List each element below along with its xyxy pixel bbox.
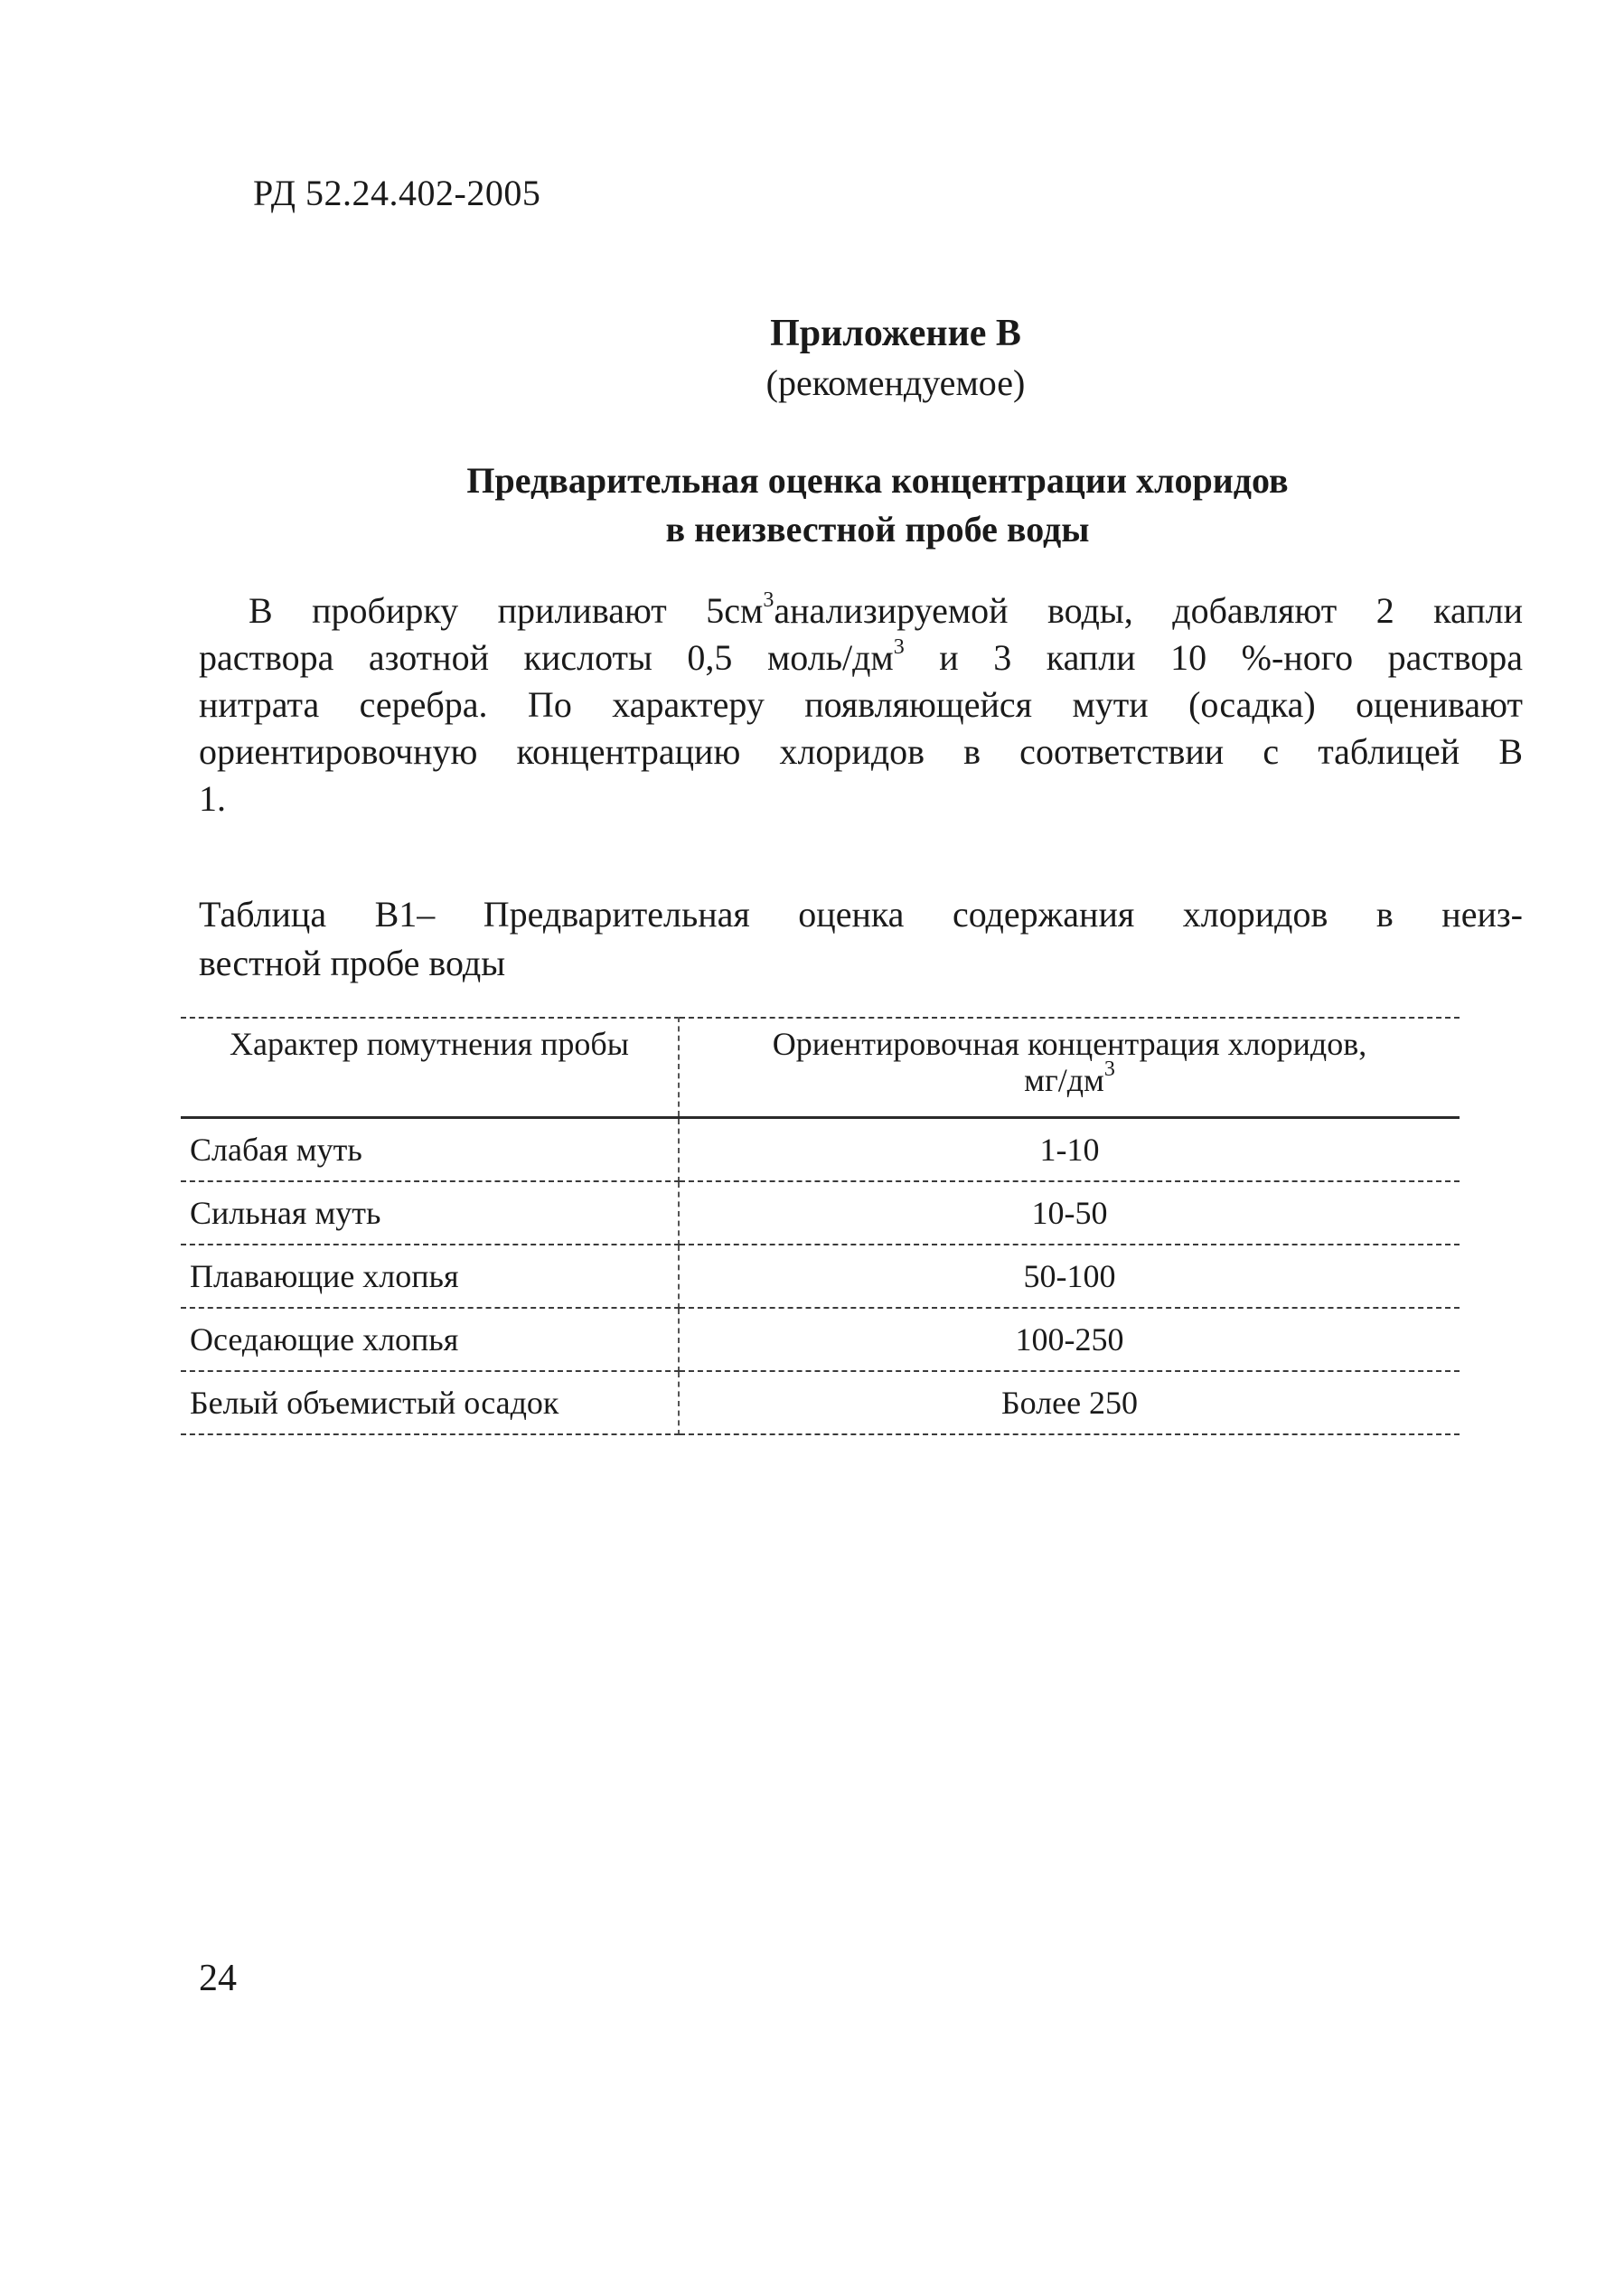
table-caption-line-1: Таблица В1– Предварительная оценка содержания хлоридов в неиз-	[199, 894, 1523, 935]
section-title-line1: Предварительная оценка концентрации хлоридов	[466, 460, 1289, 501]
table-row	[181, 1371, 1460, 1434]
header-concentration-unit-sup: 3	[1103, 1057, 1115, 1081]
cell-concentration: 100-250	[679, 1308, 1460, 1371]
cell-character: Белый объемистый осадок	[181, 1371, 679, 1434]
paragraph-line-4: ориентировочную концентрацию хлоридов в соответствии с таблицей В	[199, 731, 1523, 772]
page-number: 24	[199, 1958, 237, 1999]
section-title	[0, 456, 1624, 554]
appendix-subtitle: (рекомендуемое)	[765, 362, 1026, 403]
cell-character: Слабая муть	[181, 1118, 679, 1182]
table-row	[181, 1245, 1460, 1308]
document-code: РД 52.24.402-2005	[253, 173, 541, 213]
header-character: Характер помутнения пробы	[181, 1018, 679, 1118]
chloride-estimate-table	[181, 1017, 1460, 1435]
chloride-table	[181, 1017, 1460, 1435]
paragraph-line-3: нитрата серебра. По характеру появляющейся мути (осадка) оценивают	[199, 684, 1523, 725]
paragraph-line-2	[199, 634, 1523, 681]
body-paragraph	[199, 587, 1523, 822]
header-concentration-line1: Ориентировочная концентрация хлоридов,	[772, 1026, 1367, 1062]
cell-concentration: Более 250	[679, 1371, 1460, 1434]
paragraph-line-1-sup: 3	[763, 587, 774, 612]
table-caption	[199, 890, 1523, 988]
paragraph-line-1	[199, 587, 1523, 634]
cell-concentration: 50-100	[679, 1245, 1460, 1308]
cell-concentration: 1-10	[679, 1118, 1460, 1182]
table-caption-line-2: вестной пробе воды	[199, 943, 506, 983]
cell-concentration: 10-50	[679, 1181, 1460, 1245]
cell-character: Плавающие хлопья	[181, 1245, 679, 1308]
paragraph-line-2-a: раствора азотной кислоты 0,5 моль/дм	[199, 637, 894, 678]
appendix-title: Приложение В	[770, 313, 1021, 354]
table-row	[181, 1118, 1460, 1182]
table-row	[181, 1308, 1460, 1371]
header-concentration-unit: мг/дм	[1024, 1062, 1104, 1098]
paragraph-line-2-sup: 3	[893, 634, 905, 659]
paragraph-line-2-b: и 3 капли 10 %-ного раствора	[904, 637, 1523, 678]
cell-character: Сильная муть	[181, 1181, 679, 1245]
header-concentration	[679, 1018, 1460, 1118]
cell-character: Оседающие хлопья	[181, 1308, 679, 1371]
paragraph-line-5: 1.	[199, 778, 226, 819]
paragraph-line-1-a: В пробирку приливают 5см	[249, 590, 764, 631]
paragraph-line-1-b: анализируемой воды, добавляют 2 капли	[774, 590, 1523, 631]
section-title-line2: в неизвестной пробе воды	[665, 509, 1090, 550]
table-row	[181, 1181, 1460, 1245]
table-header-row	[181, 1018, 1460, 1118]
